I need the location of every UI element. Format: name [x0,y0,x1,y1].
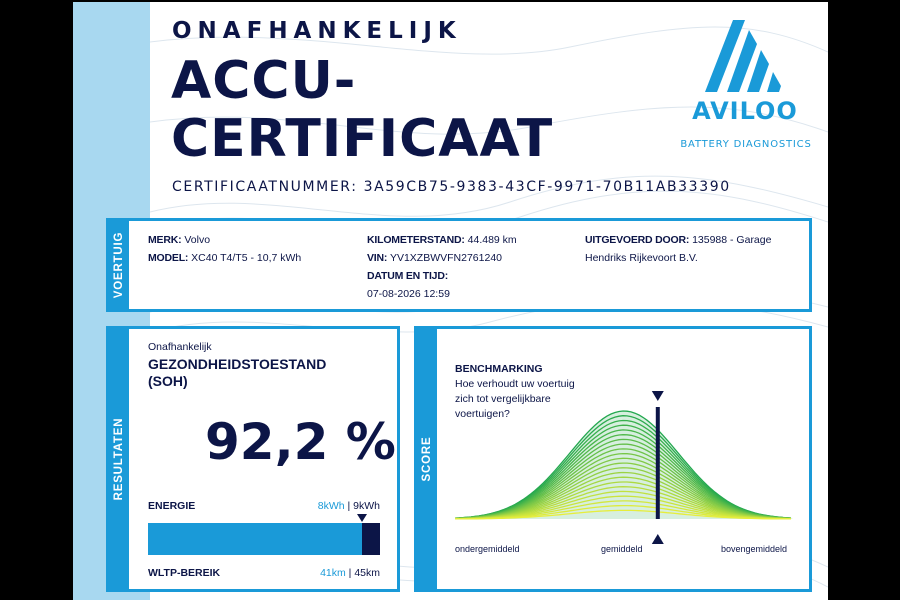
datetime-label: DATUM EN TIJD: [367,270,449,282]
energy-current: 8kWh [317,500,345,512]
brand-row [148,231,210,249]
mileage-label: KILOMETERSTAND: [367,234,465,246]
title-line-2: CERTIFICAAT [171,109,554,169]
score-tab-label: SCORE [421,436,433,482]
vehicle-panel [106,218,812,312]
datetime-row [367,267,450,303]
marker-top-arrow-icon [652,391,664,401]
results-tab [109,329,129,589]
aviloo-logo-icon [705,20,785,92]
vehicle-tab [109,221,129,309]
distribution-curve-lines [455,411,793,519]
performed-by-value-2: Hendriks Rijkevoort B.V. [585,252,698,264]
energy-separator: | [344,500,354,512]
axis-label-below-average: ondergemiddeld [455,544,520,554]
mileage-row [367,231,517,249]
brand-label: MERK: [148,234,182,246]
model-label: MODEL: [148,252,189,264]
range-separator: | [345,567,355,579]
performed-by-row [585,231,771,267]
aviloo-wordmark: AVILOO [692,97,798,125]
certificate-title [171,52,553,168]
score-panel [414,326,812,592]
range-current: 41km [320,567,346,579]
range-values [320,567,380,579]
model-value: XC40 T4/T5 - 10,7 kWh [191,252,302,264]
soh-title-line-1: GEZONDHEIDSTOESTAND [148,356,327,372]
range-label: WLTP-BEREIK [148,567,221,579]
vin-value: YV1XZBWVFN2761240 [389,252,502,264]
vin-row [367,249,502,267]
soh-value: 92,2 % [205,413,396,471]
benchmark-title: BENCHMARKING [455,363,543,375]
soh-title-line-2: (SOH) [148,373,188,389]
model-row [148,249,301,267]
title-line-1: ACCU- [171,51,357,111]
soh-intro: Onafhankelijk [148,341,212,353]
certificate-kicker: ONAFHANKELIJK [172,18,462,44]
benchmark-question: Hoe verhoudt uw voertuig zich tot vergelijkbare voertuigen? [455,378,575,420]
certificate-page [73,2,828,600]
performed-by-value-1: 135988 - Garage [692,234,772,246]
energy-label: ENERGIE [148,500,196,512]
axis-label-average: gemiddeld [601,544,643,554]
datetime-value: 07-08-2026 12:59 [367,288,450,300]
mileage-value: 44.489 km [467,234,517,246]
score-tab [417,329,437,589]
energy-values [318,500,380,512]
results-panel [106,326,400,592]
results-tab-label: RESULTATEN [113,417,125,501]
marker-bottom-arrow-icon [652,534,664,544]
energy-bar [148,523,380,555]
certificate-number: CERTIFICAATNUMMER: 3A59CB75-9383-43CF-9971-70B11AB33390 [172,179,731,195]
energy-bar-marker [357,514,367,522]
distribution-curve-area [455,411,793,519]
brand-value: Volvo [184,234,211,246]
vin-label: VIN: [367,252,388,264]
range-max: 45km [354,567,380,579]
benchmark-distribution-chart [455,389,793,547]
performed-by-label: UITGEVOERD DOOR: [585,234,690,246]
axis-label-above-average: bovengemiddeld [721,544,788,554]
soh-title [148,356,326,390]
aviloo-tagline: BATTERY DIAGNOSTICS [680,139,812,150]
energy-max: 9kWh [353,500,380,512]
energy-bar-fill [148,523,362,555]
vehicle-tab-label: VOERTUIG [113,231,125,299]
